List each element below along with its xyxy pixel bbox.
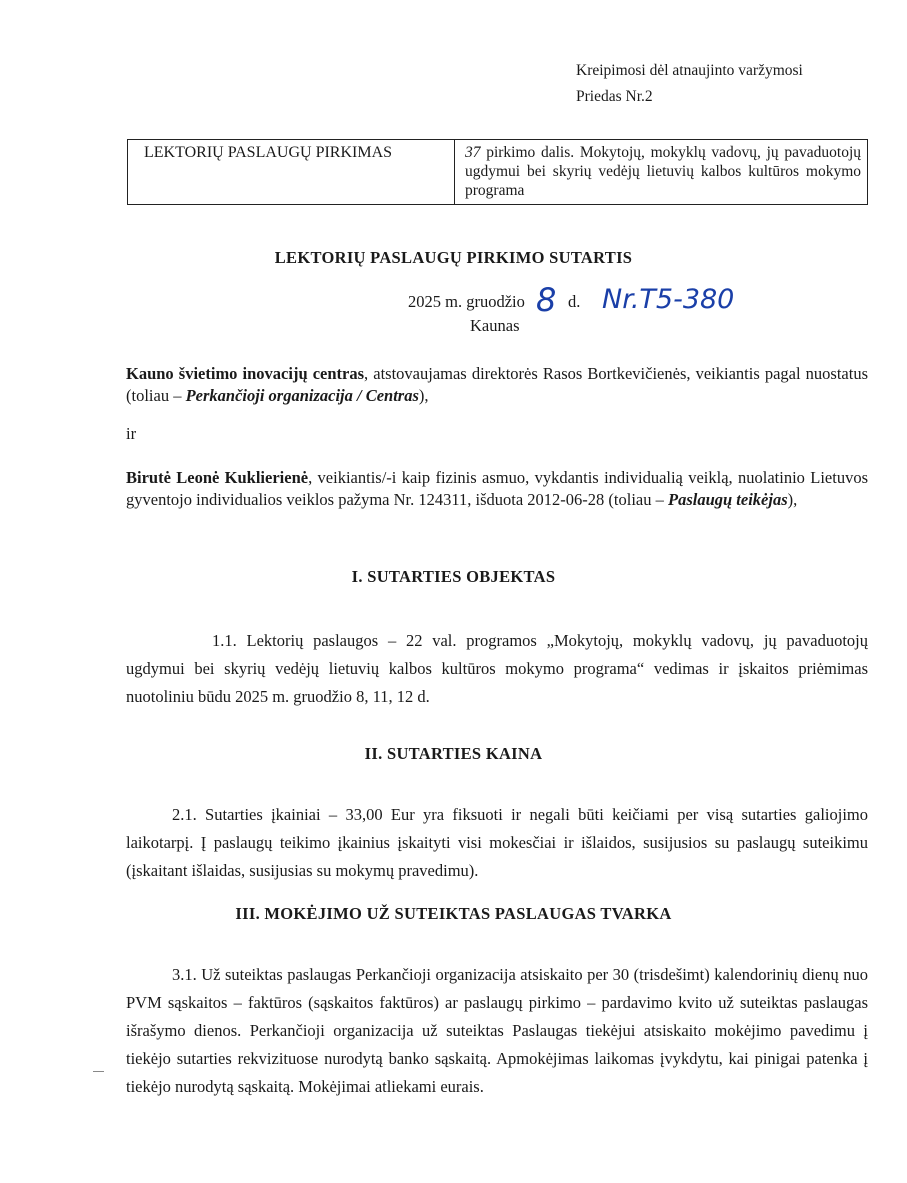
buyer-end: ), [418,385,429,405]
party-buyer [126,363,868,406]
section-heading-object: I. SUTARTIES OBJEKTAS [351,567,556,586]
buyer-name: Kauno švietimo inovacijų centras [126,364,365,383]
handwritten-contract-number: Nr.T5-380 [602,284,735,315]
buyer-description: , atstovaujamas direktorės Rasos Bortkevičienės, veikiantis pagal nuostatus (toliau – [126,364,868,405]
section-text-object: 1.1. Lektorių paslaugos – 22 val. programos „Mokytojų, mokyklų vadovų, jų pavaduotojų ugdymui bei skyrių vedėjų lietuvių kalbos kultūros mokymo programa“ vedimas ir įskaitos priėmimas nuotoliniu būdu 2025 m. gruodžio 8, 11, 12 d. [126,631,868,706]
date-suffix: d. [568,292,581,311]
section-text-price: 2.1. Sutarties įkainiai – 33,00 Eur yra fiksuoti ir negali būti keičiami per visą sutarties galiojimo laikotarpį. Į paslaugų teikimo įkainius įskaityti visi mokesčiai ir išlaidos, susijusios su paslaugų suteikimu (įskaitant išlaidas, susijusias su mokymų pravedimu). [126,805,868,880]
party-provider [126,467,868,510]
procurement-info-table [127,139,868,205]
provider-alias: Paslaugų teikėjas [668,489,788,509]
provider-name: Birutė Leonė Kuklierienė [126,468,309,487]
provider-description: , veikiantis/-i kaip fizinis asmuo, vykdantis individualią veiklą, nuolatinio Lietuvos gyventojo individualios veiklos pažyma Nr. 124311, išduota 2012-06-28 (toliau – [126,468,868,509]
section-heading-price: II. SUTARTIES KAINA [364,744,543,763]
part-description: pirkimo dalis. Mokytojų, mokyklų vadovų, jų pavaduotojų ugdymui bei skyrių vedėjų lietuvių kalbos kultūros mokymo programa [465,144,861,199]
part-number: 37 [465,144,481,161]
provider-end: ), [787,489,798,509]
annex-number: Priedas Nr.2 [576,88,653,105]
contract-title: LEKTORIŲ PASLAUGŲ PIRKIMO SUTARTIS [274,248,633,267]
section-text-payment: 3.1. Už suteiktas paslaugas Perkančioji organizacija atsiskaito per 30 (trisdešimt) kalendorinių dienų nuo PVM sąskaitos – faktūros (sąskaitos faktūros) ar paslaugų pirkimo – pardavimo kvito už suteiktas paslaugas išrašymo dienos. Perkančioji organizacija už suteiktas Paslaugas tiekėjui atsiskaito mokėjimo pavedimu į tiekėjo sutarties rekvizituose nurodytą banko sąskaitą. Apmokėjimas laikomas įvykdytu, kai pinigai patenka į tiekėjo nurodytą sąskaitą. Mokėjimai atliekami eurais. [126,965,868,1096]
margin-mark [93,1071,104,1072]
section-heading-payment: III. MOKĖJIMO UŽ SUTEIKTAS PASLAUGAS TVARKA [235,904,672,923]
contract-date-line [408,281,808,329]
procurement-type-cell: LEKTORIŲ PASLAUGŲ PIRKIMAS [128,140,455,205]
buyer-alias: Perkančioji organizacija / Centras [185,385,419,405]
date-prefix: 2025 m. gruodžio [408,292,525,311]
contract-city: Kaunas [470,316,520,335]
and-connector: ir [126,424,137,443]
handwritten-day: 8 [536,281,557,319]
annex-label: Kreipimosi dėl atnaujinto varžymosi [576,62,803,79]
procurement-part-cell [455,140,868,205]
